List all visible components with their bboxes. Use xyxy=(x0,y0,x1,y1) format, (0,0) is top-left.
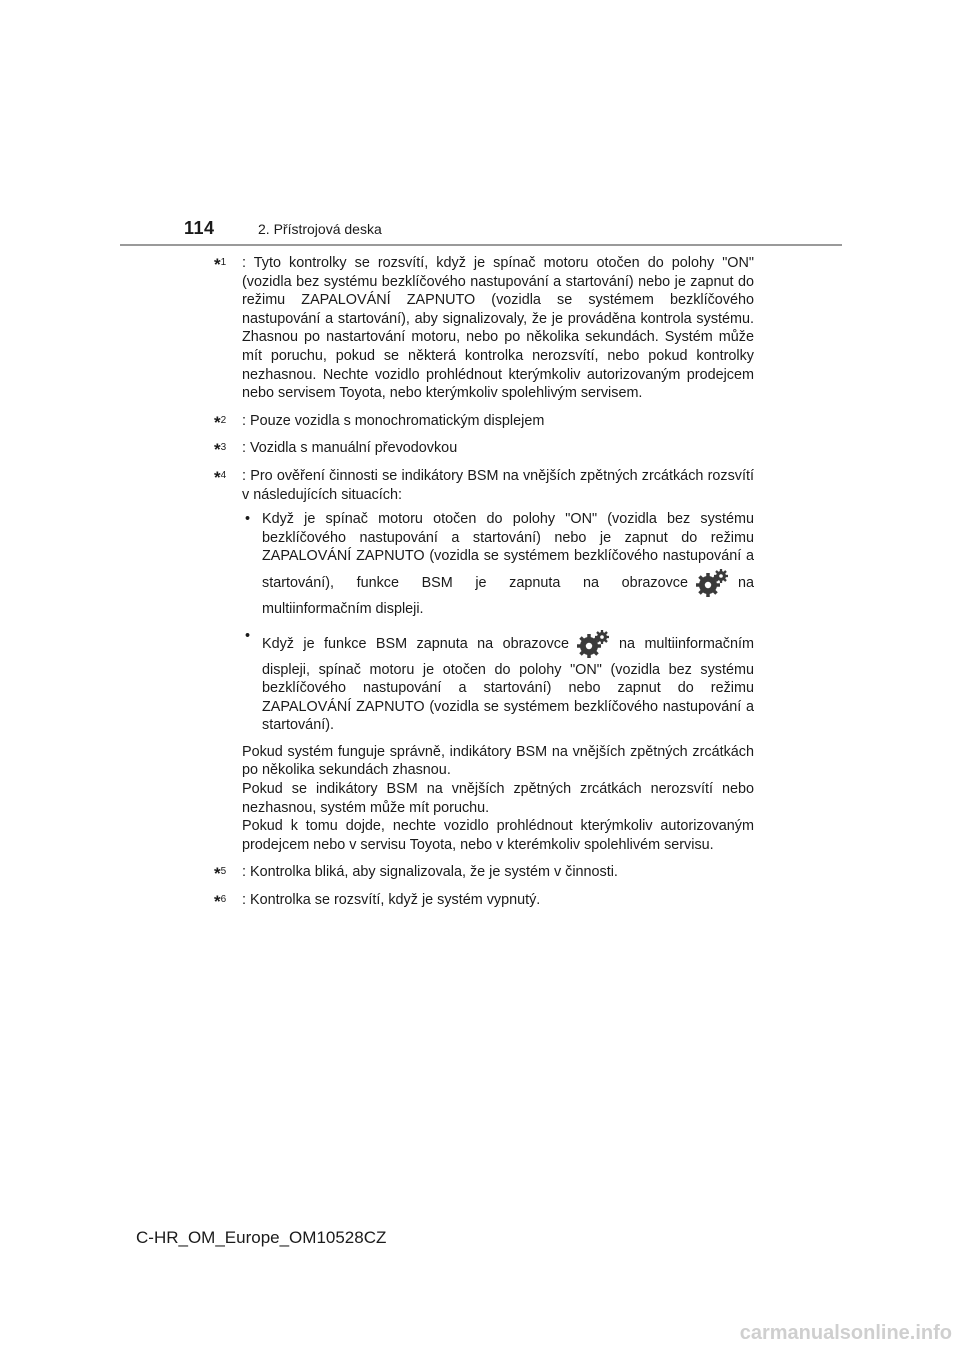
footnote-3 xyxy=(214,439,754,458)
bullet-text: Když je spínač motoru otočen do polohy "ON" (vozidla bez systému bezklíčového nastupování a startování) nebo je zapnut do režimu ZAPALOVÁNÍ ZAPNUTO (vozidla se systémem bezklíčového nastupování a startování), funkce BSM je zapnuta na obrazovce xyxy=(262,511,754,591)
footnote-text: : Kontrolka se rozsvítí, když je systém vypnutý. xyxy=(242,892,541,909)
footnote-text: : Pro ověření činnosti se indikátory BSM na vnějších zpětných zrcátkách rozsvítí v následujících situacích: xyxy=(242,467,754,503)
list-item xyxy=(245,627,754,735)
bullet-text: na multiinformačním displeji. xyxy=(262,574,754,617)
list-item xyxy=(245,510,754,618)
footnote-text: : Vozidla s manuální převodovkou xyxy=(242,440,458,457)
footnote-1 xyxy=(214,254,754,403)
bullet-text: na multiinformačním displeji, spínač motoru je otočen do polohy "ON" (vozidla bez systému bezklíčového nastupování a startování) nebo zapnut do režimu ZAPALOVÁNÍ ZAPNUTO (vozidla se systémem bezklíčového nastupování a startování). xyxy=(262,635,754,734)
header-divider xyxy=(120,244,842,246)
page-header xyxy=(184,218,382,242)
footnote-marker: *$^3$ xyxy=(214,440,227,460)
footnote-marker: *$^1$ xyxy=(214,255,227,274)
watermark: carmanualsonline.info xyxy=(739,1322,952,1344)
footnote-4 xyxy=(214,467,754,855)
footnotes-block xyxy=(214,254,754,919)
bullet-text: Když je funkce BSM zapnuta na obrazovce xyxy=(262,635,569,652)
footnote-text: : Pouze vozidla s monochromatickým displejem xyxy=(242,412,545,429)
section-title: 2. Přístrojová deska xyxy=(258,221,382,237)
footnote-marker: *$^2$ xyxy=(214,412,227,432)
paragraph: Pokud se indikátory BSM na vnějších zpětných zrcátkách nerozsvítí nebo nezhasnou, systém může mít poruchu. xyxy=(242,781,754,816)
page-number: 114 xyxy=(184,218,215,238)
footnote-text: : Tyto kontrolky se rozsvítí, když je spínač motoru otočen do polohy "ON" (vozidla bez systému bezklíčového nastupování a startování) nebo je zapnut do režimu ZAPALOVÁNÍ ZAPNUTO (vozidla se systémem bezklíčového nastupování a startování), aby signalizovaly, že je prováděna kontrola systému. Zhasnou po nastartování motoru, nebo po několika sekundách. Systém může mít poruchu, pokud se některá kontrolka nerozsvítí, nebo pokud kontrolky nezhasnou. Nechte vozidlo prohlédnout kterýmkoliv autorizovaným prodejcem nebo servisem Toyota, nebo kterýmkoliv spolehlivým servisem. xyxy=(242,255,754,402)
footnote-marker: *$^5$ xyxy=(214,864,227,884)
footnote-text: : Kontrolka bliká, aby signalizovala, že je systém v činnosti. xyxy=(242,864,618,881)
paragraph: Pokud systém funguje správně, indikátory BSM na vnějších zpětných zrcátkách po několika sekundách zhasnou. xyxy=(242,743,754,779)
footnote-marker: *$^6$ xyxy=(214,892,227,912)
footnote-6 xyxy=(214,891,754,910)
paragraph: Pokud k tomu dojde, nechte vozidlo prohlédnout kterýmkoliv autorizovaným prodejcem nebo v servisu Toyota, nebo v kterémkoliv spolehlivém servisu. xyxy=(242,818,754,853)
footnote-2 xyxy=(214,412,754,431)
footnote-marker: *$^4$ xyxy=(214,467,227,487)
document-code: C-HR_OM_Europe_OM10528CZ xyxy=(136,1228,387,1247)
gear-icon xyxy=(577,629,611,659)
footnote-5 xyxy=(214,863,754,882)
gear-icon xyxy=(696,568,730,598)
